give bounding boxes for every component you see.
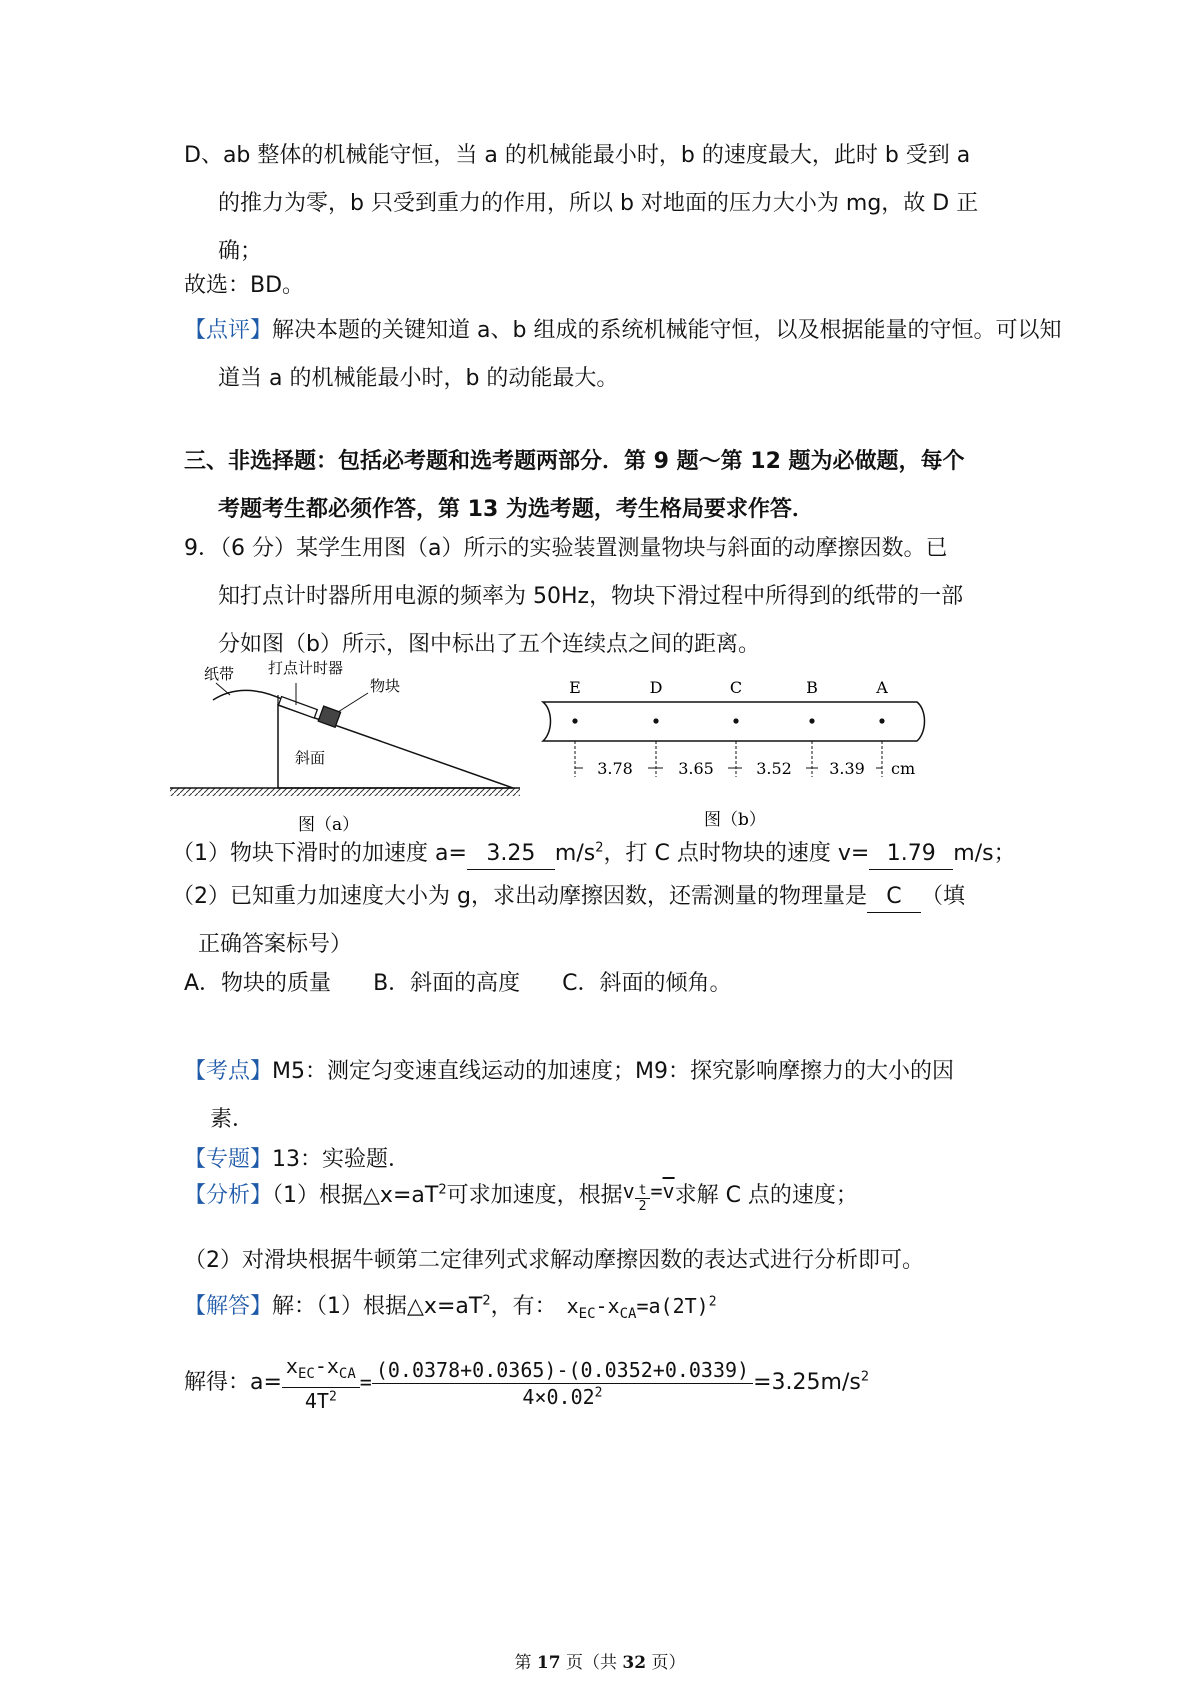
part2-line2: 正确答案标号） [198,932,353,957]
distance-cb: 3.52 [756,759,792,778]
question-9-stem [184,525,1034,669]
solution-d-label: D、 [184,143,223,168]
zhuanti-tag: 【专题】 [184,1147,273,1172]
incline-diagram [168,655,528,845]
section-heading-line1: 三、非选择题：包括必考题和选考题两部分．第 9 题～第 12 题为必做题，每个 [184,449,965,474]
part2-end: （填 [920,884,965,909]
distance-dc: 3.65 [678,759,714,778]
option-a: A．物块的质量 [184,971,332,996]
page-number: 17 [536,1653,561,1673]
part1-unit-exp: 2 [595,840,604,856]
part1-prefix: （1）物块下滑时的加速度 a= [172,841,467,866]
distance-ba: 3.39 [829,759,865,778]
comment-tag: 【点评】 [184,318,273,343]
tape-dot-a [879,718,884,723]
answer-choice: 故选：BD。 [184,273,305,298]
point-label-c: C [729,678,743,697]
comment-text: 解决本题的关键知道 a、b 组成的系统机械能守恒，以及根据能量的守恒。可以知道当 a 的机械能最小时，b 的动能最大。 [218,318,1062,391]
part1-unit: m/s [554,841,596,866]
fenxi-mid: 可求加速度，根据 [446,1183,623,1208]
jieda-mid: ，有： [490,1294,557,1319]
figure-b [535,665,935,845]
kaodian [184,1048,1034,1144]
paper-tape-diagram [535,665,935,845]
tape-dot-e [572,718,577,723]
fenxi-post: 求解 C 点的速度； [674,1183,858,1208]
tape-dot-d [653,718,658,723]
result: 解得：a= $\frac{x_{EC}-x_{CA}}{4T^2}$ = $\frac{(0.0378+0.0365)-(0.0352+0.0339)}{4\times 0.02^2}$ $=3.25m/s^2$ [184,1353,870,1413]
label-timer: 打点计时器 [268,659,344,677]
section-heading [184,438,1034,534]
result-pre: 解得：a= [184,1370,282,1395]
figure-a [168,655,528,845]
part1-end: m/s； [953,841,1016,866]
q9-stem-line3: 分如图（b）所示，图中标出了五个连续点之间的距离。 [218,632,760,657]
q9-part1 [172,830,1052,878]
result-fraction-1: $\frac{x_{EC}-x_{CA}}{4T^2}$ [282,1353,360,1414]
label-tape: 纸带 [204,665,235,683]
distance-ed: 3.78 [597,759,633,778]
q9-part2 [172,873,1052,969]
zhuanti-text: 13：实验题． [272,1147,411,1172]
answer-velocity: 1.79 [869,839,953,870]
fenxi-line2: （2）对滑块根据牛顿第二定律列式求解动摩擦因数的表达式进行分析即可。 [184,1248,924,1273]
label-slope: 斜面 [295,749,326,767]
kaodian-tag: 【考点】 [184,1059,273,1084]
page-total: 32 [622,1653,647,1673]
section-heading-line2: 考题考生都必须作答，第 13 为选考题，考生格局要求作答． [218,497,814,522]
fenxi-pre: （1）根据△x=aT [272,1183,439,1208]
fenxi: 【分析】（1）根据$\triangle x=aT^2$可求加速度，根据v $\frac{t}{2}$ $=\overline{v}$求解 C 点的速度； [184,1179,858,1214]
q9-stem-line2: 知打点计时器所用电源的频率为 50Hz，物块下滑过程中所得到的纸带的一部 [218,584,964,609]
solution-d-line3: 确； [218,239,263,264]
option-c: C．斜面的倾角。 [562,971,732,996]
jieda-tag: 【解答】 [184,1294,273,1319]
jieda-equation: $x_{EC}-x_{CA}=a(2T)^2$ [566,1294,717,1322]
answer-acceleration: 3.25 [467,839,555,870]
jieda: 【解答】解：（1）根据$\triangle x=aT^2$，有： $x_{EC}-x_{CA}=a(2T)^2$ [184,1293,717,1322]
fenxi-formula: v $\frac{t}{2}$ $=\overline{v}$ [622,1179,675,1214]
q9-stem-line1: 9．（6 分）某学生用图（a）所示的实验装置测量物块与斜面的动摩擦因数。已 [184,536,948,561]
comment [184,307,1068,403]
solution-d-line2: 的推力为零，b 只受到重力的作用，所以 b 对地面的压力大小为 mg，故 D 正 [218,191,979,216]
result-fraction-2: $\frac{(0.0378+0.0365)-(0.0352+0.0339)}{4\times 0.02^2}$ [372,1357,753,1410]
label-block: 物块 [370,677,401,695]
point-label-e: E [569,678,581,697]
tape-dot-b [809,718,814,723]
point-label-d: D [649,678,663,697]
option-b: B．斜面的高度 [373,971,521,996]
solution-d [184,132,1034,276]
point-label-b: B [806,678,818,697]
solution-d-line1: ab 整体的机械能守恒，当 a 的机械能最小时，b 的速度最大，此时 b 受到 a [222,143,971,168]
part1-middle: ，打 C 点时物块的速度 v= [603,841,870,866]
kaodian-line2: 素． [210,1107,255,1132]
tape-dot-c [733,718,738,723]
jieda-pre: 解：（1）根据△x=aT [272,1294,483,1319]
q9-options [184,960,1034,1008]
result-post: =3.25m/s [753,1370,861,1395]
point-label-a: A [876,678,888,697]
page-footer: 第 17 页（共 32 页） [514,1653,686,1673]
kaodian-line1: M5：测定匀变速直线运动的加速度；M9：探究影响摩擦力的大小的因 [272,1059,954,1084]
fenxi-tag: 【分析】 [184,1183,273,1208]
distance-unit: cm [891,759,916,778]
part2-prefix: （2）已知重力加速度大小为 g，求出动摩擦因数，还需测量的物理量是 [172,884,867,909]
answer-quantity: C [867,882,921,913]
caption-a: 图（a） [298,815,360,835]
caption-b: 图（b） [704,810,766,830]
